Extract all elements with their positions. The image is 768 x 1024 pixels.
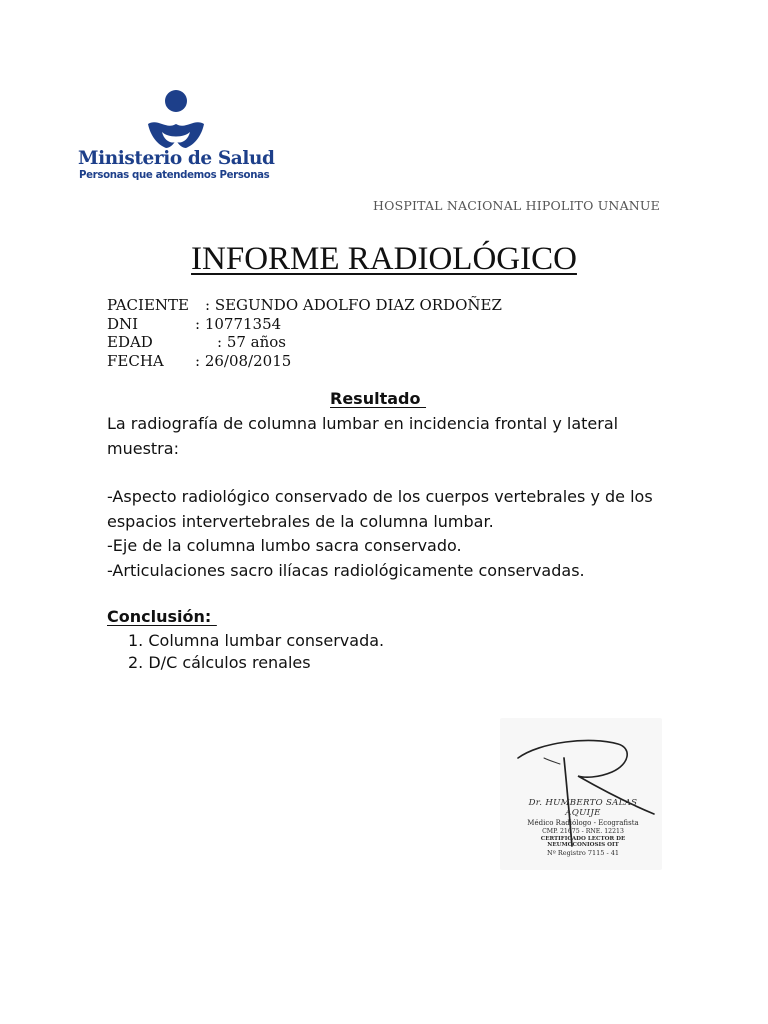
doctor-stamp xyxy=(500,718,662,870)
ministry-logo-icon xyxy=(144,88,208,150)
stamp-role: Médico Radiólogo - Ecografista xyxy=(527,819,639,827)
ministry-logo xyxy=(78,86,278,186)
conclusion-list xyxy=(128,630,384,674)
results-intro-text: La radiografía de columna lumbar en incidencia frontal y lateral muestra: xyxy=(107,414,619,458)
hospital-name: HOSPITAL NACIONAL HIPOLITO UNANUE xyxy=(373,198,660,213)
conclusion-item: 1. Columna lumbar conservada. xyxy=(128,631,385,650)
results-intro xyxy=(107,412,667,461)
info-value-date: : 26/08/2015 xyxy=(195,351,292,370)
info-label-age: EDAD xyxy=(107,333,153,351)
info-label-dni: DNI xyxy=(107,314,139,333)
info-value-patient: : SEGUNDO ADOLFO DIAZ ORDOÑEZ xyxy=(205,296,502,314)
stamp-number: Nº Registro 7115 - 41 xyxy=(547,849,619,857)
info-value-age: : 57 años xyxy=(217,333,287,351)
finding-item: -Articulaciones sacro ilíacas radiológicamente conservadas. xyxy=(107,560,585,580)
info-value-dni: : 10771354 xyxy=(195,314,282,333)
conclusion-item: 2. D/C cálculos renales xyxy=(128,653,311,672)
report-title: INFORME RADIOLÓGICO xyxy=(191,241,577,277)
results-heading: Resultado xyxy=(330,389,427,408)
logo-tagline: Personas que atendemos Personas xyxy=(79,170,270,181)
finding-item: -Eje de la columna lumbo sacra conservado. xyxy=(107,536,462,555)
logo-name: Ministerio de Salud xyxy=(78,148,275,169)
stamp-text xyxy=(512,798,654,857)
finding-item: -Aspecto radiológico conservado de los cuerpos vertebrales y de los espacios intervertebrales de la columna lumbar. xyxy=(107,487,653,531)
stamp-certificate: CERTIFICADO LECTOR DE NEUMOCONIOSIS OIT xyxy=(540,836,626,848)
results-findings xyxy=(107,485,667,583)
info-label-patient: PACIENTE xyxy=(107,296,189,314)
conclusion-heading: Conclusión: xyxy=(107,607,217,626)
info-label-date: FECHA xyxy=(107,351,164,370)
stamp-doctor-name: Dr. HUMBERTO SALAS AQUIJE xyxy=(528,798,638,818)
stamp-registry: CMP. 21675 - RNE. 12213 xyxy=(542,828,624,835)
